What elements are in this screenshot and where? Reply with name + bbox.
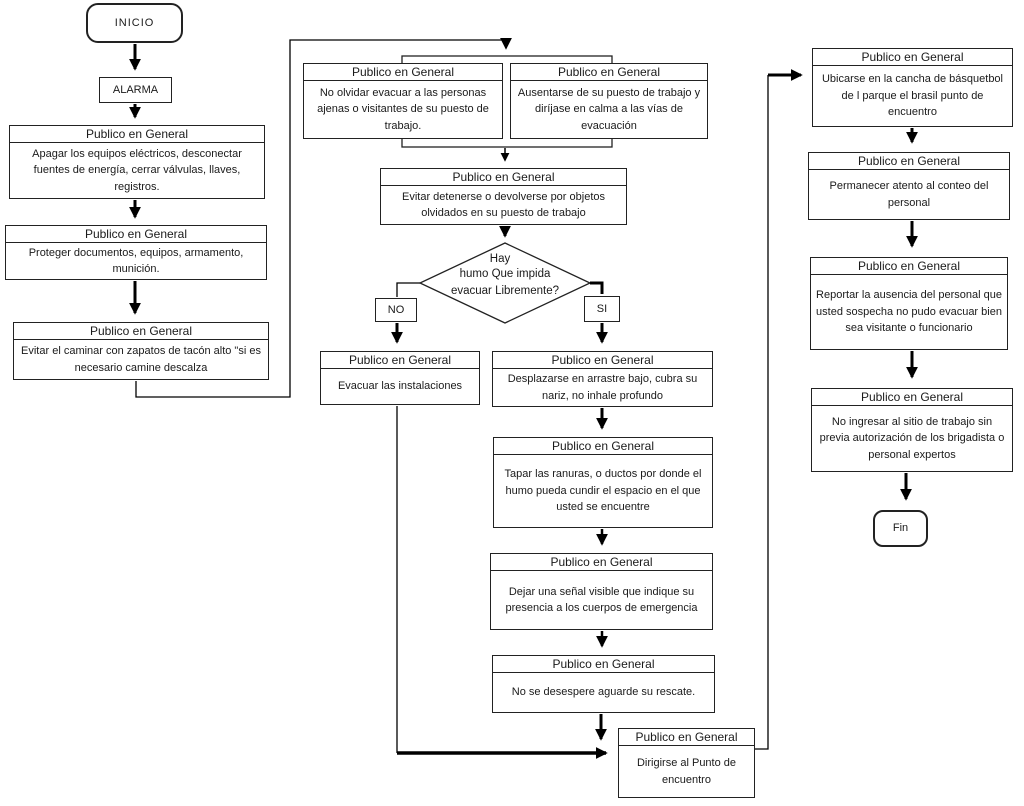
decision-text-line3: evacuar Libremente? xyxy=(450,285,560,297)
node-header: Publico en General xyxy=(619,729,754,746)
node-header: Publico en General xyxy=(812,389,1012,406)
node-reportar-ausencia xyxy=(810,257,1008,350)
node-body: Ausentarse de su puesto de trabajo y diríjase en calma a las vías de evacuación xyxy=(517,86,701,132)
node-ausentarse xyxy=(510,63,708,139)
node-header: Publico en General xyxy=(304,64,502,81)
node-body: Evitar detenerse o devolverse por objetos olvidados en su puesto de trabajo xyxy=(401,190,605,219)
node-body: Proteger documentos, equipos, armamento, munición. xyxy=(28,246,244,275)
node-header: Publico en General xyxy=(493,656,714,673)
node-header: Publico en General xyxy=(493,352,712,369)
node-no-ingresar xyxy=(811,388,1013,472)
node-header: Publico en General xyxy=(321,352,479,369)
node-proteger-documentos xyxy=(5,225,267,280)
node-evitar-tacon xyxy=(13,322,269,380)
node-body: No se desespere aguarde su rescate. xyxy=(511,686,696,699)
node-ubicarse-cancha xyxy=(812,48,1013,127)
node-header: Publico en General xyxy=(381,169,626,186)
node-header: Publico en General xyxy=(491,554,712,571)
node-dirigirse-punto xyxy=(618,728,755,798)
node-alarma xyxy=(99,77,172,103)
node-no-olvidar xyxy=(303,63,503,139)
node-body: Dejar una señal visible que indique su presencia a los cuerpos de emergencia xyxy=(505,585,698,614)
si-label: SI xyxy=(596,302,608,315)
decision-text-line1: Hay xyxy=(489,253,511,265)
node-body: Permanecer atento al conteo del personal xyxy=(829,180,989,209)
node-body: Apagar los equipos eléctricos, desconectar fuentes de energía, cerrar válvulas, llaves, registros. xyxy=(32,147,242,193)
node-header: Publico en General xyxy=(511,64,707,81)
node-body: Dirigirse al Punto de encuentro xyxy=(636,757,737,786)
node-dejar-senal xyxy=(490,553,713,630)
no-label: NO xyxy=(387,303,405,316)
node-header: Publico en General xyxy=(809,153,1009,170)
node-body: Desplazarse en arrastre bajo, cubra su nariz, no inhale profundo xyxy=(507,373,698,402)
node-tapar-ranuras xyxy=(493,437,713,528)
node-no-desespere xyxy=(492,655,715,713)
node-header: Publico en General xyxy=(813,49,1012,66)
node-apagar-equipos xyxy=(9,125,265,199)
node-header: Publico en General xyxy=(811,258,1007,275)
node-evitar-detenerse xyxy=(380,168,627,225)
node-body: Evitar el caminar con zapatos de tacón alto "si es necesario camine descalza xyxy=(21,345,261,374)
node-inicio xyxy=(86,3,183,43)
node-evacuar-instalaciones xyxy=(320,351,480,405)
node-si-label xyxy=(584,296,620,322)
connector-decision-si xyxy=(590,283,602,294)
node-body: Reportar la ausencia del personal que usted sospecha no pudo evacuar bien sea visitante o funcionario xyxy=(816,289,1002,335)
node-header: Publico en General xyxy=(494,438,712,455)
connector-dirigirse-up xyxy=(755,75,768,749)
alarma-label: ALARMA xyxy=(112,83,159,96)
node-permanecer-atento xyxy=(808,152,1010,220)
node-body: No ingresar al sitio de trabajo sin previa autorización de los brigadista o personal expertos xyxy=(819,415,1005,461)
node-header: Publico en General xyxy=(14,323,268,340)
node-fin xyxy=(873,510,928,547)
node-no-label xyxy=(375,298,417,322)
inicio-label: INICIO xyxy=(114,16,155,29)
node-header: Publico en General xyxy=(10,126,264,143)
node-body: Evacuar las instalaciones xyxy=(337,380,463,393)
connector-decision-no xyxy=(397,283,420,297)
node-desplazarse xyxy=(492,351,713,407)
decision-text-line2: humo Que impida xyxy=(459,268,551,280)
fin-label: Fin xyxy=(892,522,909,535)
node-body: Ubicarse en la cancha de básquetbol de l parque el brasil punto de encuentro xyxy=(821,73,1003,119)
node-body: No olvidar evacuar a las personas ajenas o visitantes de su puesto de trabajo. xyxy=(317,86,489,132)
node-header: Publico en General xyxy=(6,226,266,243)
node-body: Tapar las ranuras, o ductos por donde el humo pueda cundir el espacio en el que usted se encuentre xyxy=(504,468,702,514)
